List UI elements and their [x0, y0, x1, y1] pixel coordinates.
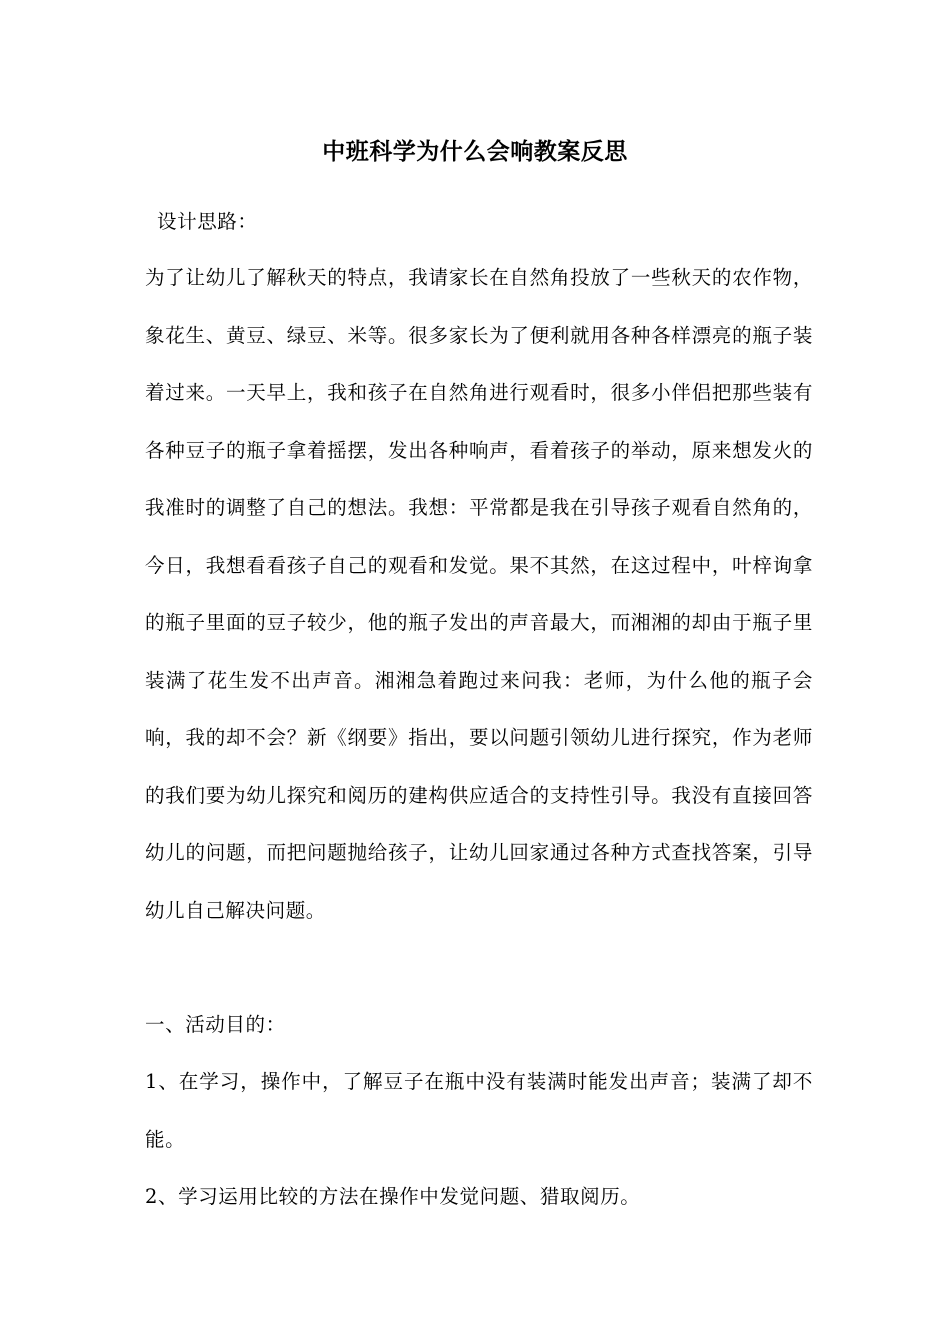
document-title: 中班科学为什么会响教案反思 [322, 139, 628, 165]
goal-item-2: 2、学习运用比较的方法在操作中发觉问题、猎取阅历。 [145, 1185, 641, 1208]
design-paragraph: 为了让幼儿了解秋天的特点，我请家长在自然角投放了一些秋天的农作物，象花生、黄豆、绿豆、米等。很多家长为了便利就用各种各样漂亮的瓶子装着过来。一天早上，我和孩子在自然角进行观看时，很多小伴侣把那些装有各种豆子的瓶子拿着摇摆，发出各种响声，看着孩子的举动，原来想发火的我准时的调整了自己的想法。我想：平常都是我在引导孩子观看自然角的，今日，我想看看孩子自己的观看和发觉。果不其然，在这过程中，叶梓询拿的瓶子里面的豆子较少，他的瓶子发出的声音最大，而湘湘的却由于瓶子里装满了花生发不出声音。湘湘急着跑过来问我：老师，为什么他的瓶子会响，我的却不会？新《纲要》指出，要以问题引领幼儿进行探究，作为老师的我们要为幼儿探究和阅历的建构供应适合的支持性引导。我没有直接回答幼儿的问题，而把问题抛给孩子，让幼儿回家通过各种方式查找答案，引导幼儿自己解决问题。 [145, 266, 813, 922]
goal-item-1: 1、在学习，操作中，了解豆子在瓶中没有装满时能发出声音；装满了却不能。 [145, 1070, 813, 1151]
goals-heading: 一、活动目的： [145, 1013, 286, 1036]
design-heading: 设计思路： [157, 210, 258, 233]
